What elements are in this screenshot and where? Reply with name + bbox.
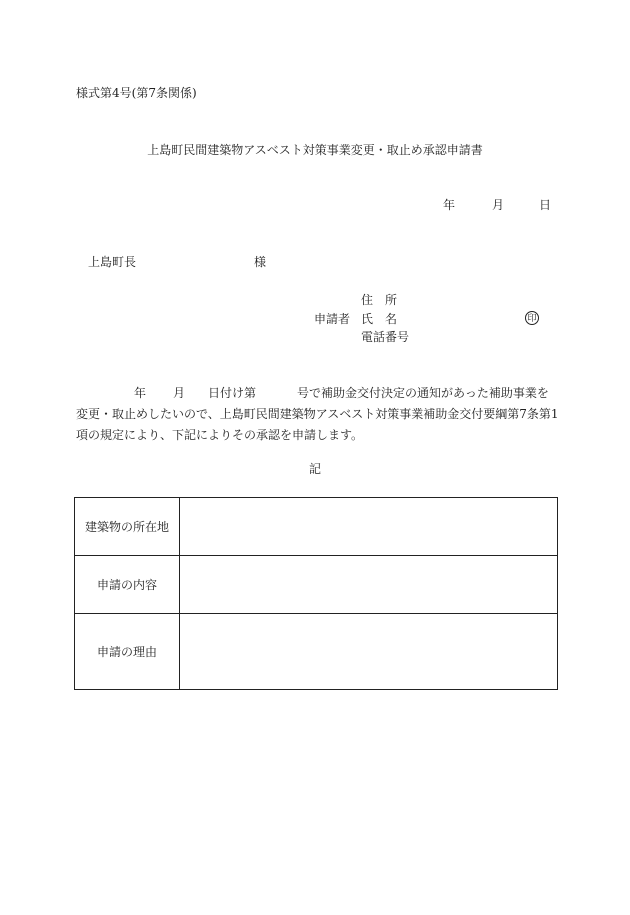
applicant-address-label: 住 所 [361,293,398,307]
body-month-label: 月 [173,386,186,400]
body-year-label: 年 [134,386,147,400]
building-location-label: 建築物の所在地 [75,498,180,556]
addressee-honorific: 様 [254,255,267,269]
detail-table [74,497,558,690]
body-text-line-1: 号で補助金交付決定の通知があった補助事業を [297,386,549,400]
body-text-line-2: 変更・取止めしたいので、上島町民間建築物アスベスト対策事業補助金交付要綱第7条第1 [76,407,559,421]
application-reason-field[interactable] [180,614,558,690]
body-text-line-3: 項の規定により、下記によりその承認を申請します。 [76,428,364,442]
date-month-label: 月 [492,198,505,212]
applicant-phone-label: 電話番号 [361,330,410,344]
form-number: 様式第4号(第7条関係) [76,86,197,100]
applicant-name-label: 氏 名 [361,312,398,326]
body-date-fragment: 日付け第 [208,386,257,400]
document-title: 上島町民間建築物アスベスト対策事業変更・取止め承認申請書 [147,143,483,157]
table-row [75,556,558,614]
table-row [75,614,558,690]
ki-heading: 記 [308,462,321,476]
seal-icon: 印 [525,311,539,325]
application-reason-label: 申請の理由 [75,614,180,690]
table-row [75,498,558,556]
date-day-label: 日 [539,198,552,212]
applicant-label: 申請者 [314,312,351,326]
application-content-label: 申請の内容 [75,556,180,614]
addressee-name: 上島町長 [88,255,137,269]
building-location-field[interactable] [180,498,558,556]
application-content-field[interactable] [180,556,558,614]
date-year-label: 年 [443,198,456,212]
